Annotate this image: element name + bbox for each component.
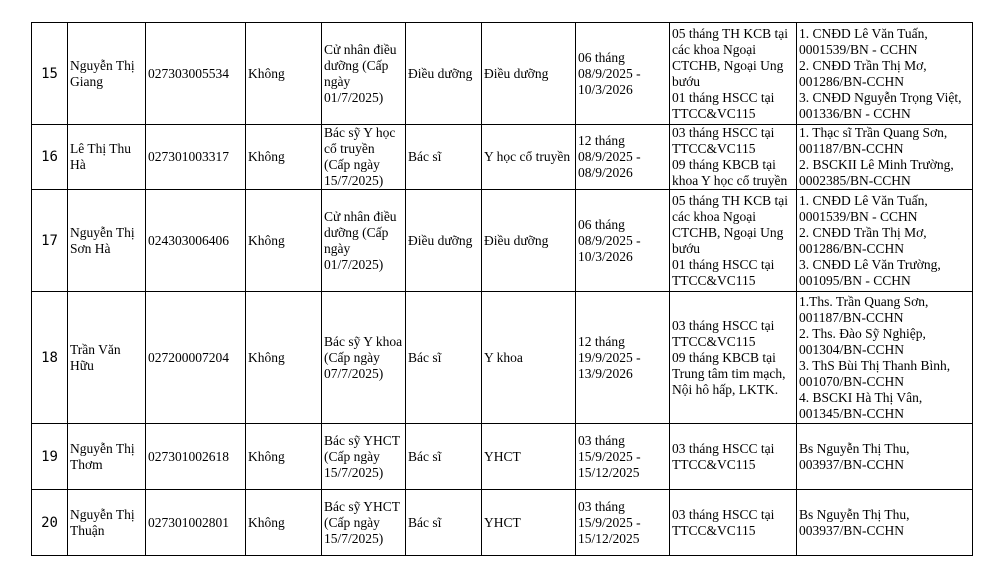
practice-scope: Điều dưỡng: [482, 23, 576, 125]
position: Điều dưỡng: [406, 190, 482, 292]
full-name: Trần Văn Hữu: [68, 292, 146, 424]
degree: Bác sỹ Y khoa (Cấp ngày 07/7/2025): [322, 292, 406, 424]
practice-scope: Điều dưỡng: [482, 190, 576, 292]
row-number: 18: [32, 292, 68, 424]
full-name: Lê Thị Thu Hà: [68, 125, 146, 190]
row-number: 15: [32, 23, 68, 125]
supervisor: 1. CNĐD Lê Văn Tuấn, 0001539/BN - CCHN 2. CNĐD Trần Thị Mơ, 001286/BN-CCHN 3. CNĐD Lê Văn Trường, 001095/BN - CCHN: [797, 190, 973, 292]
degree: Cử nhân điều dưỡng (Cấp ngày 01/7/2025): [322, 23, 406, 125]
id-number: 024303006406: [146, 190, 246, 292]
training-content: 03 tháng HSCC tại TTCC&VC115 09 tháng KBCB tại khoa Y học cổ truyền: [670, 125, 797, 190]
duration: 12 tháng 08/9/2025 - 08/9/2026: [576, 125, 670, 190]
full-name: Nguyễn Thị Thuận: [68, 490, 146, 556]
status-flag: Không: [246, 190, 322, 292]
staff-table: [31, 22, 973, 556]
training-content: 05 tháng TH KCB tại các khoa Ngoại CTCHB, Ngoại Ung bướu 01 tháng HSCC tại TTCC&VC115: [670, 23, 797, 125]
id-number: 027303005534: [146, 23, 246, 125]
table-row: [32, 292, 973, 424]
duration: 03 tháng 15/9/2025 - 15/12/2025: [576, 490, 670, 556]
practice-scope: Y học cổ truyền: [482, 125, 576, 190]
degree: Bác sỹ YHCT (Cấp ngày 15/7/2025): [322, 490, 406, 556]
supervisor: Bs Nguyễn Thị Thu, 003937/BN-CCHN: [797, 490, 973, 556]
duration: 06 tháng 08/9/2025 - 10/3/2026: [576, 190, 670, 292]
training-content: 03 tháng HSCC tại TTCC&VC115 09 tháng KBCB tại Trung tâm tim mạch, Nội hô hấp, LKTK.: [670, 292, 797, 424]
training-content: 05 tháng TH KCB tại các khoa Ngoại CTCHB, Ngoại Ung bướu 01 tháng HSCC tại TTCC&VC115: [670, 190, 797, 292]
supervisor: 1. CNĐD Lê Văn Tuấn, 0001539/BN - CCHN 2. CNĐD Trần Thị Mơ, 001286/BN-CCHN 3. CNĐD Nguyễn Trọng Việt, 001336/BN - CCHN: [797, 23, 973, 125]
id-number: 027301003317: [146, 125, 246, 190]
supervisor: Bs Nguyễn Thị Thu, 003937/BN-CCHN: [797, 424, 973, 490]
position: Điều dưỡng: [406, 23, 482, 125]
status-flag: Không: [246, 424, 322, 490]
id-number: 027200007204: [146, 292, 246, 424]
row-number: 16: [32, 125, 68, 190]
row-number: 17: [32, 190, 68, 292]
table-row: [32, 424, 973, 490]
id-number: 027301002801: [146, 490, 246, 556]
position: Bác sĩ: [406, 125, 482, 190]
status-flag: Không: [246, 292, 322, 424]
full-name: Nguyễn Thị Sơn Hà: [68, 190, 146, 292]
practice-scope: YHCT: [482, 490, 576, 556]
row-number: 19: [32, 424, 68, 490]
table-row: [32, 125, 973, 190]
duration: 06 tháng 08/9/2025 - 10/3/2026: [576, 23, 670, 125]
status-flag: Không: [246, 125, 322, 190]
table-body: [32, 23, 973, 556]
id-number: 027301002618: [146, 424, 246, 490]
practice-scope: YHCT: [482, 424, 576, 490]
full-name: Nguyễn Thị Giang: [68, 23, 146, 125]
degree: Bác sỹ YHCT (Cấp ngày 15/7/2025): [322, 424, 406, 490]
table-row: [32, 490, 973, 556]
row-number: 20: [32, 490, 68, 556]
duration: 12 tháng 19/9/2025 - 13/9/2026: [576, 292, 670, 424]
degree: Bác sỹ Y học cổ truyền (Cấp ngày 15/7/2025): [322, 125, 406, 190]
training-content: 03 tháng HSCC tại TTCC&VC115: [670, 424, 797, 490]
training-content: 03 tháng HSCC tại TTCC&VC115: [670, 490, 797, 556]
status-flag: Không: [246, 490, 322, 556]
practice-scope: Y khoa: [482, 292, 576, 424]
table-row: [32, 190, 973, 292]
degree: Cử nhân điều dưỡng (Cấp ngày 01/7/2025): [322, 190, 406, 292]
position: Bác sĩ: [406, 490, 482, 556]
duration: 03 tháng 15/9/2025 - 15/12/2025: [576, 424, 670, 490]
position: Bác sĩ: [406, 424, 482, 490]
supervisor: 1. Thạc sĩ Trần Quang Sơn, 001187/BN-CCHN 2. BSCKII Lê Minh Trường, 0002385/BN-CCHN: [797, 125, 973, 190]
supervisor: 1.Ths. Trần Quang Sơn, 001187/BN-CCHN 2. Ths. Đào Sỹ Nghiệp, 001304/BN-CCHN 3. ThS Bùi Thị Thanh Bình, 001070/BN-CCHN 4. BSCKI Hà Thị Vân, 001345/BN-CCHN: [797, 292, 973, 424]
status-flag: Không: [246, 23, 322, 125]
position: Bác sĩ: [406, 292, 482, 424]
table-row: [32, 23, 973, 125]
full-name: Nguyễn Thị Thơm: [68, 424, 146, 490]
